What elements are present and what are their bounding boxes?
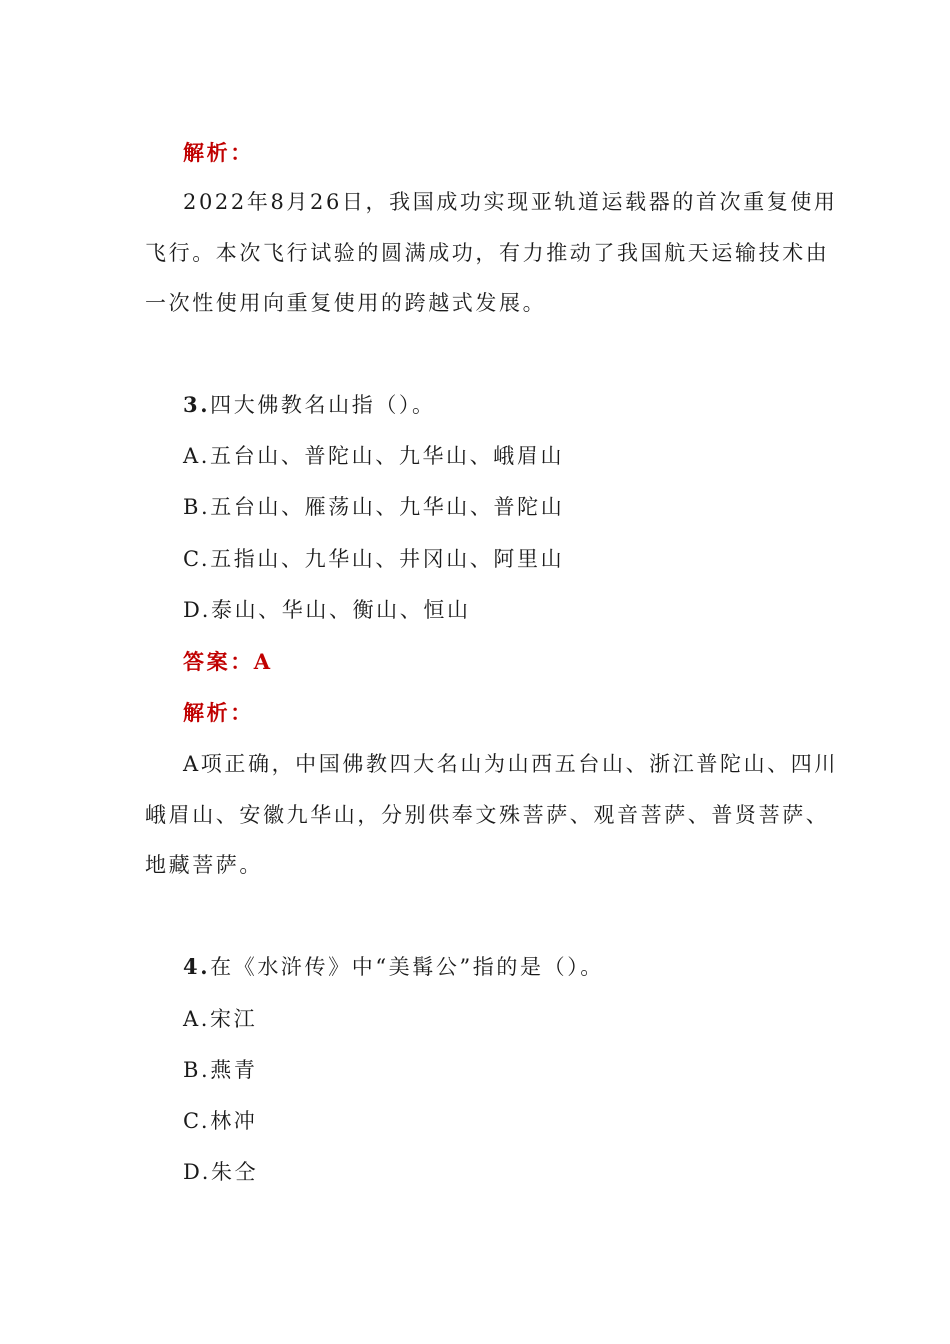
question-stem: 在《水浒传》中“美髯公”指的是（）。: [210, 955, 604, 979]
question-4: [183, 952, 604, 982]
question-number: 4.: [183, 954, 211, 979]
option-c: C.五指山、九华山、井冈山、阿里山: [183, 547, 565, 571]
analysis-text-line: A项正确，中国佛教四大名山为山西五台山、浙江普陀山、四川: [183, 752, 838, 776]
option-a: A.五台山、普陀山、九华山、峨眉山: [183, 444, 565, 468]
option-a: A.宋江: [183, 1007, 258, 1031]
question-number: 3.: [183, 392, 211, 417]
option-c: C.林冲: [183, 1109, 258, 1133]
question-3: [183, 390, 436, 420]
option-d: D.朱仝: [183, 1160, 259, 1184]
option-d: D.泰山、华山、衡山、恒山: [183, 598, 471, 622]
option-b: B.五台山、雁荡山、九华山、普陀山: [183, 495, 565, 519]
answer-label: 答案：A: [183, 649, 273, 674]
question-stem: 四大佛教名山指（）。: [210, 393, 436, 417]
analysis-text-line: 一次性使用向重复使用的跨越式发展。: [145, 291, 547, 315]
analysis-text-line: 峨眉山、安徽九华山，分别供奉文殊菩萨、观音菩萨、普贤菩萨、: [145, 803, 830, 827]
option-b: B.燕青: [183, 1058, 258, 1082]
analysis-text-line: 飞行。本次飞行试验的圆满成功，有力推动了我国航天运输技术由: [145, 241, 830, 265]
analysis-label: 解析：: [183, 700, 254, 725]
analysis-text-line: 地藏菩萨。: [145, 853, 263, 877]
analysis-text-line: 2022年8月26日，我国成功实现亚轨道运载器的首次重复使用: [183, 190, 838, 214]
analysis-label: 解析：: [183, 140, 254, 165]
